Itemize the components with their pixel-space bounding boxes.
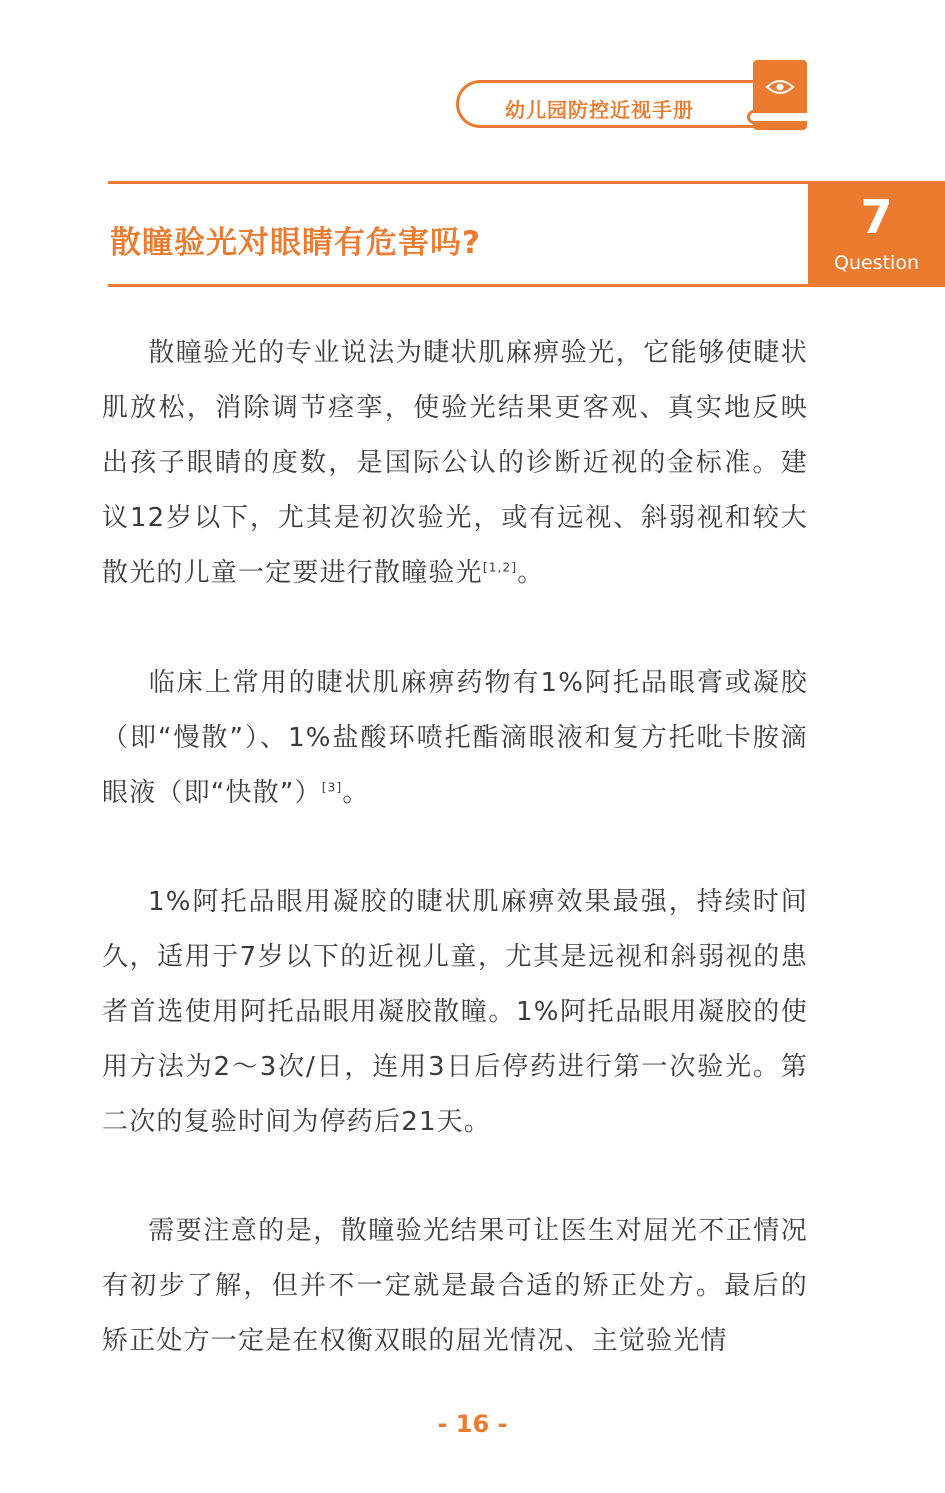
citation-ref: [3] [321,780,343,795]
paragraph-1 [102,326,808,601]
paragraph-4 [102,1204,808,1369]
eye-icon [765,78,795,96]
paragraph-text: 临床上常用的睫状肌麻痹药物有1%阿托品眼膏或凝胶（即“慢散”）、1%盐酸环喷托酯滴眼液和复方托吡卡胺滴眼液（即“快散”） [102,668,808,808]
paragraph-text: 散瞳验光的专业说法为睫状肌麻痹验光，它能够使睫状肌放松，消除调节痉挛，使验光结果更客观、真实地反映出孩子眼睛的度数，是国际公认的诊断近视的金标准。建议12岁以下，尤其是初次验光，或有远视、斜弱视和较大散光的儿童一定要进行散瞳验光 [102,338,808,588]
citation-ref: [1,2] [482,560,518,575]
question-number: 7 [860,190,893,244]
paragraph-tail: 。 [517,558,545,588]
question-title: 散瞳验光对眼睛有危害吗? [110,225,481,261]
handbook-title: 幼儿园防控近视手册 [505,98,694,122]
paragraph-2 [102,656,808,821]
page-number: - 16 - [437,1410,508,1438]
paragraph-3 [102,875,808,1150]
paragraph-text: 1%阿托品眼用凝胶的睫状肌麻痹效果最强，持续时间久，适用于7岁以下的近视儿童，尤其是远视和斜弱视的患者首选使用阿托品眼用凝胶散瞳。1%阿托品眼用凝胶的使用方法为2～3次/日，连用3日后停药进行第一次验光。第二次的复验时间为停药后21天。 [102,887,808,1137]
book-pages-icon [747,110,807,124]
question-label: Question [834,252,919,274]
question-tab [808,181,945,287]
paragraph-text: 需要注意的是，散瞳验光结果可让医生对屈光不正情况有初步了解，但并不一定就是最合适的矫正处方。最后的矫正处方一定是在权衡双眼的屈光情况、主觉验光情 [102,1216,808,1356]
title-rule-bottom [108,284,808,287]
title-rule-top [108,181,808,184]
paragraph-tail: 。 [342,778,370,808]
